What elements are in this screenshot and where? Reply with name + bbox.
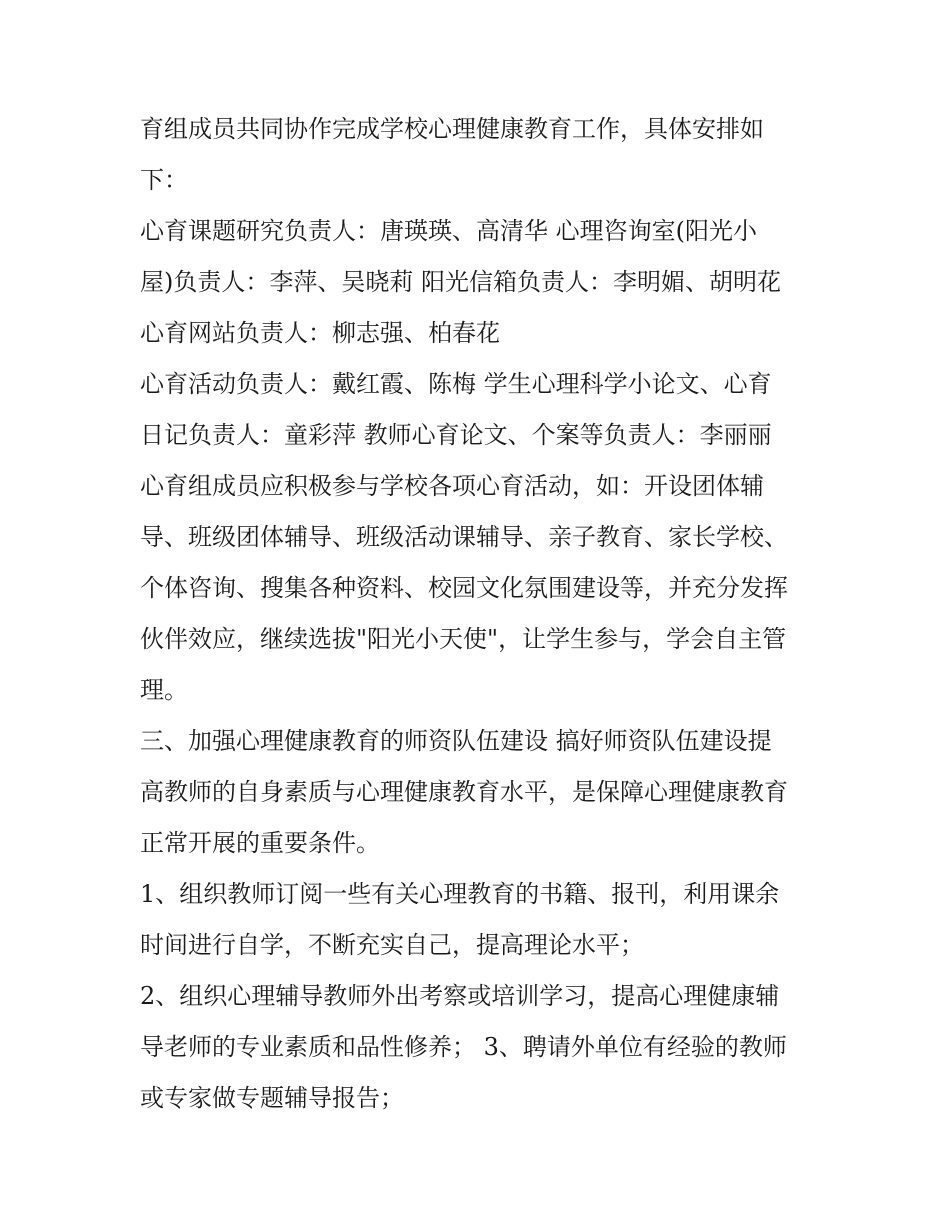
text-line: 或专家做专题辅导报告； xyxy=(140,1084,404,1112)
text-line: 心育活动负责人：戴红霞、陈梅 学生心理科学小论文、心育 xyxy=(140,370,772,398)
text-line: 高教师的自身素质与心理健康教育水平，是保障心理健康教育 xyxy=(140,778,788,806)
text-line: 心育课题研究负责人：唐瑛瑛、高清华 心理咨询室(阳光小 xyxy=(140,217,757,245)
text-line: 正常开展的重要条件。 xyxy=(140,829,380,857)
text-line: 育组成员共同协作完成学校心理健康教育工作，具体安排如 xyxy=(140,115,764,143)
text-line: 1、组织教师订阅一些有关心理教育的书籍、报刊，利用课余 xyxy=(140,880,780,908)
text-line: 伙伴效应，继续选拔"阳光小天使"，让学生参与，学会自主管 xyxy=(140,625,787,653)
text-line: 理。 xyxy=(140,676,188,704)
text-line: 日记负责人：童彩萍 教师心育论文、个案等负责人：李丽丽 xyxy=(140,421,772,449)
text-line: 心育组成员应积极参与学校各项心育活动，如：开设团体辅 xyxy=(140,472,764,500)
text-line: 时间进行自学，不断充实自己，提高理论水平； xyxy=(140,931,644,959)
text-line: 2、组织心理辅导教师外出考察或培训学习，提高心理健康辅 xyxy=(140,982,780,1010)
text-line: 下： xyxy=(140,166,188,194)
text-line: 屋)负责人：李萍、吴晓莉 阳光信箱负责人：李明媚、胡明花 xyxy=(140,268,781,296)
document-body xyxy=(140,104,830,1124)
text-line: 心育网站负责人：柳志强、柏春花 xyxy=(140,319,500,347)
text-line: 三、加强心理健康教育的师资队伍建设 搞好师资队伍建设提 xyxy=(140,727,772,755)
text-line: 导老师的专业素质和品性修养； 3、聘请外单位有经验的教师 xyxy=(140,1033,787,1061)
text-line: 导、班级团体辅导、班级活动课辅导、亲子教育、家长学校、 xyxy=(140,523,788,551)
text-line: 个体咨询、搜集各种资料、校园文化氛围建设等，并充分发挥 xyxy=(140,574,788,602)
